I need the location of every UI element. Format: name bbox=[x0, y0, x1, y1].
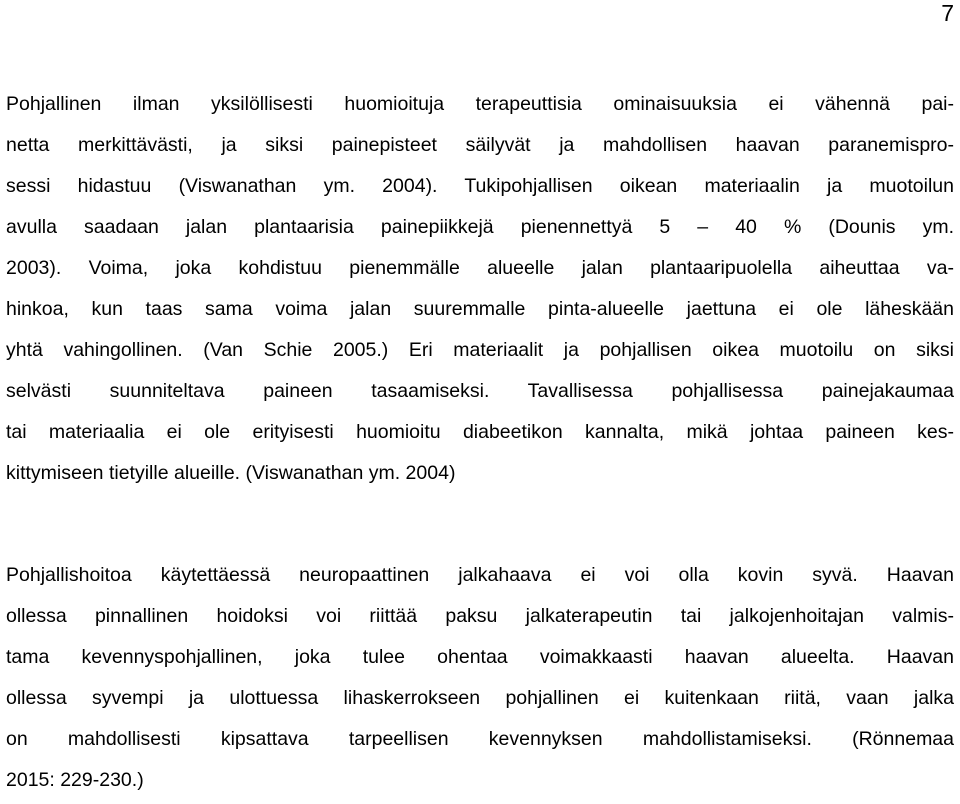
text-line: sessi hidastuu (Viswanathan ym. 2004). Tukipohjallisen oikean materiaalin ja muotoilun bbox=[6, 175, 954, 197]
text-line: netta merkittävästi, ja siksi painepisteet säilyvät ja mahdollisen haavan paranemispro- bbox=[6, 134, 954, 156]
text-line: selvästi suunniteltava paineen tasaamiseksi. Tavallisessa pohjallisessa painejakaumaa bbox=[6, 380, 954, 402]
text-line: Pohjallishoitoa käytettäessä neuropaattinen jalkahaava ei voi olla kovin syvä. Haavan bbox=[6, 564, 954, 586]
page-number: 7 bbox=[941, 0, 954, 26]
text-line: on mahdollisesti kipsattava tarpeellisen kevennyksen mahdollistamiseksi. (Rönnemaa bbox=[6, 728, 954, 750]
text-line: 2003). Voima, joka kohdistuu pienemmälle alueelle jalan plantaaripuolella aiheuttaa va- bbox=[6, 257, 954, 279]
text-line: ollessa pinnallinen hoidoksi voi riittää paksu jalkaterapeutin tai jalkojenhoitajan valmis- bbox=[6, 605, 954, 627]
text-line: kittymiseen tietyille alueille. (Viswanathan ym. 2004) bbox=[6, 462, 456, 484]
text-line: tai materiaalia ei ole erityisesti huomioitu diabeetikon kannalta, mikä johtaa paineen kes- bbox=[6, 421, 954, 443]
text-line: ollessa syvempi ja ulottuessa lihaskerrokseen pohjallinen ei kuitenkaan riitä, vaan jalka bbox=[6, 687, 954, 709]
text-line: yhtä vahingollinen. (Van Schie 2005.) Eri materiaalit ja pohjallisen oikea muotoilu on siksi bbox=[6, 339, 954, 361]
text-line: Pohjallinen ilman yksilöllisesti huomioituja terapeuttisia ominaisuuksia ei vähennä pai- bbox=[6, 93, 954, 115]
text-line: hinkoa, kun taas sama voima jalan suuremmalle pinta-alueelle jaettuna ei ole läheskään bbox=[6, 298, 954, 320]
text-line: 2015: 229-230.) bbox=[6, 769, 144, 791]
paragraph-pohjallishoitoa bbox=[6, 555, 954, 801]
text-line: avulla saadaan jalan plantaarisia painepiikkejä pienennettyä 5 – 40 % (Dounis ym. bbox=[6, 216, 954, 238]
text-line: tama kevennyspohjallinen, joka tulee ohentaa voimakkaasti haavan alueelta. Haavan bbox=[6, 646, 954, 668]
paragraph-pohjallinen bbox=[6, 84, 954, 494]
